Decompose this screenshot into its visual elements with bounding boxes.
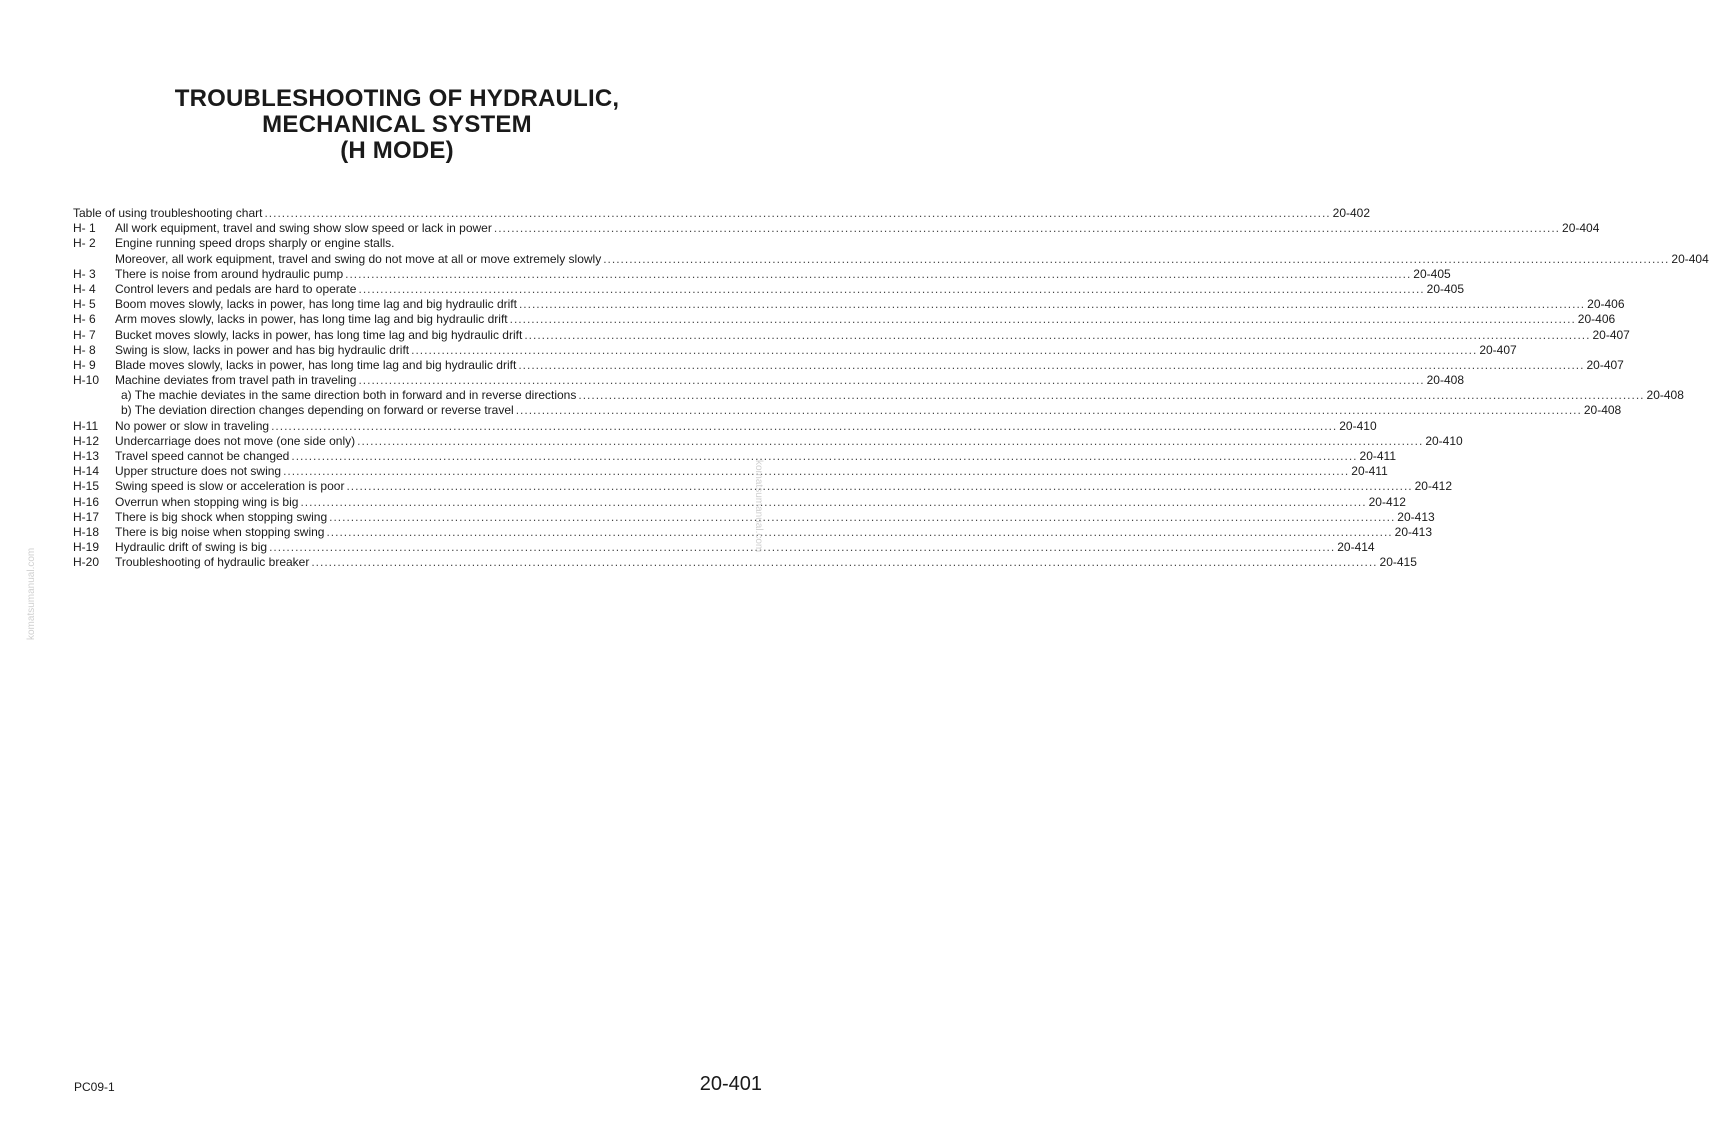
toc-entry-title: a) The machie deviates in the same direction both in forward and in reverse directions: [121, 388, 577, 403]
toc-entry-leader: [357, 434, 1423, 449]
toc-entry-leader: [358, 282, 1424, 297]
toc-entry-title: Engine running speed drops sharply or engine stalls.: [115, 236, 395, 251]
toc-entry-page: 20-413: [1394, 524, 1433, 539]
footer-page-number: 20-401: [699, 1073, 762, 1095]
toc-entry-code: H-16: [73, 494, 100, 509]
toc-entry-page: 20-408: [1583, 403, 1622, 418]
toc-entry-code: H- 8: [73, 342, 96, 357]
toc-entry-leader: [358, 373, 1424, 388]
toc-entry: [73, 388, 1684, 403]
toc-entry-leader: [518, 358, 1584, 373]
toc-entry-page: 20-405: [1426, 281, 1465, 296]
toc-entry-code: H-20: [73, 555, 100, 570]
toc-entry-leader: [329, 510, 1395, 525]
toc-entry-title: Control levers and pedals are hard to operate: [115, 281, 357, 296]
toc-entry-leader: [603, 252, 1669, 267]
toc-entry-page: 20-414: [1337, 540, 1375, 555]
toc-entry-code: H- 3: [73, 266, 96, 281]
watermark-left: komatsumanual.com: [26, 547, 37, 640]
toc-entry: [73, 449, 1397, 464]
toc-entry-title: Hydraulic drift of swing is big: [115, 540, 268, 555]
toc-entry: [73, 509, 1435, 525]
toc-entry-code: H- 1: [73, 221, 96, 236]
table-of-contents: [73, 206, 1709, 571]
toc-entry-title: Table of using troubleshooting chart: [73, 206, 263, 220]
toc-entry-page: 20-405: [1413, 266, 1451, 281]
toc-entry-page: 20-411: [1351, 464, 1388, 479]
toc-entry-code: H-18: [73, 524, 100, 539]
toc-entry-code: H-13: [73, 449, 100, 463]
toc-entry: [73, 555, 1417, 570]
toc-entry-page: 20-410: [1425, 433, 1463, 448]
toc-entry-leader: [271, 419, 1337, 434]
toc-entry-title: Travel speed cannot be changed: [115, 449, 290, 463]
toc-entry-title: Arm moves slowly, lacks in power, has long time lag and big hydraulic drift: [115, 312, 508, 327]
toc-entry: [73, 464, 1388, 479]
toc-entry: [73, 433, 1463, 449]
toc-entry-page: 20-407: [1592, 327, 1630, 342]
toc-entry-leader: [524, 328, 1590, 343]
toc-entry-code: H- 9: [73, 357, 96, 372]
toc-entry-page: 20-412: [1368, 494, 1406, 509]
watermark-right: komatsumanual.com: [753, 460, 764, 553]
toc-entry: [73, 524, 1433, 540]
toc-entry-title: Undercarriage does not move (one side only): [115, 433, 356, 448]
toc-entry: [73, 342, 1517, 358]
title-line-1: TROUBLESHOOTING OF HYDRAULIC,: [174, 85, 620, 112]
toc-entry-title: Bucket moves slowly, lacks in power, has long time lag and big hydraulic drift: [115, 327, 523, 342]
toc-entry: [73, 479, 1452, 494]
toc-entry-leader: [264, 206, 1330, 221]
toc-entry-code: H-14: [73, 464, 100, 479]
toc-entry: [73, 251, 1709, 267]
toc-entry-page: 20-413: [1397, 509, 1435, 524]
toc-entry-page: 20-404: [1562, 221, 1600, 236]
toc-entry-code: H-10: [73, 373, 100, 388]
toc-entry: [73, 297, 1625, 312]
toc-entry-page: 20-411: [1359, 449, 1397, 463]
toc-entry-title: There is noise from around hydraulic pump: [115, 266, 344, 281]
toc-entry: [73, 312, 1616, 327]
toc-entry-code: H-11: [73, 418, 99, 433]
toc-entry: [73, 327, 1630, 343]
toc-entry-code: H-12: [73, 433, 100, 448]
toc-entry-leader: [311, 555, 1377, 570]
toc-entry-code: H- 6: [73, 312, 96, 327]
toc-entry-page: 20-410: [1339, 418, 1377, 433]
toc-entry-title: b) The deviation direction changes depending on forward or reverse travel: [121, 403, 514, 418]
toc-entry: [73, 221, 1600, 236]
toc-entry-page: 20-408: [1426, 373, 1464, 388]
toc-entry-title: Swing is slow, lacks in power and has big hydraulic drift: [115, 342, 410, 357]
toc-entry: [73, 373, 1464, 388]
toc-entry: [73, 281, 1465, 297]
footer-model: PC09-1: [74, 1080, 115, 1094]
toc-entry-leader: [578, 388, 1644, 403]
toc-entry-leader: [300, 495, 1366, 510]
toc-entry-title: Blade moves slowly, lacks in power, has long time lag and big hydraulic drift: [115, 357, 517, 372]
toc-entry-title: Machine deviates from travel path in traveling: [115, 373, 357, 388]
toc-entry-title: Troubleshooting of hydraulic breaker: [115, 555, 310, 570]
toc-entry-page: 20-408: [1646, 388, 1684, 403]
toc-entry-leader: [519, 297, 1585, 312]
toc-entry-title: No power or slow in traveling: [115, 418, 270, 433]
toc-entry-leader: [269, 540, 1335, 555]
toc-entry-leader: [494, 221, 1560, 236]
toc-entry-leader: [291, 449, 1357, 464]
toc-entry-title: There is big noise when stopping swing: [115, 524, 325, 539]
page-title: [0, 86, 794, 164]
toc-entry-page: 20-412: [1414, 479, 1452, 494]
toc-entry: [73, 357, 1624, 373]
toc-entry: [73, 266, 1451, 282]
toc-entry-leader: [283, 464, 1349, 479]
toc-entry-page: 20-404: [1671, 251, 1709, 266]
toc-entry-title: Moreover, all work equipment, travel and swing do not move at all or move extremely slowly: [115, 251, 602, 266]
toc-entry-title: Upper structure does not swing: [115, 464, 282, 479]
toc-entry-code: H- 7: [73, 327, 96, 342]
toc-entry-title: All work equipment, travel and swing show slow speed or lack in power: [115, 221, 492, 236]
toc-entry-leader: [345, 267, 1411, 282]
toc-entry: [73, 236, 763, 251]
toc-entry-leader: [411, 343, 1477, 358]
toc-entry-code: H- 5: [73, 297, 96, 312]
toc-entry-code: H-19: [73, 540, 100, 555]
toc-entry-code: H-15: [73, 479, 100, 494]
toc-entry: [73, 403, 1622, 418]
toc-entry-code: H- 4: [73, 281, 96, 296]
toc-entry-leader: [326, 525, 1392, 540]
toc-entry: [73, 494, 1406, 510]
toc-entry-page: 20-406: [1587, 297, 1625, 312]
toc-entry-title: Overrun when stopping wing is big: [115, 494, 299, 509]
toc-entry-page: 20-402: [1332, 206, 1371, 220]
toc-entry: [73, 418, 1377, 434]
toc-entry-page: 20-407: [1479, 342, 1517, 357]
toc-entry-title: There is big shock when stopping swing: [115, 509, 328, 524]
toc-entry-page: 20-406: [1577, 312, 1616, 327]
toc-entry: [73, 540, 1375, 555]
toc-entry-page: 20-415: [1379, 555, 1417, 570]
title-line-2: MECHANICAL SYSTEM: [262, 111, 532, 138]
toc-entry: [73, 206, 1371, 221]
toc-entry-leader: [510, 312, 1576, 327]
toc-entry-leader: [516, 403, 1582, 418]
title-line-3: (H MODE): [340, 137, 454, 164]
toc-entry-title: Swing speed is slow or acceleration is poor: [115, 479, 345, 494]
toc-entry-title: Boom moves slowly, lacks in power, has long time lag and big hydraulic drift: [115, 297, 517, 312]
toc-entry-page: 20-407: [1586, 357, 1624, 372]
toc-entry-leader: [346, 479, 1412, 494]
toc-entry-code: H-17: [73, 509, 100, 524]
toc-entry-code: H- 2: [73, 236, 96, 251]
